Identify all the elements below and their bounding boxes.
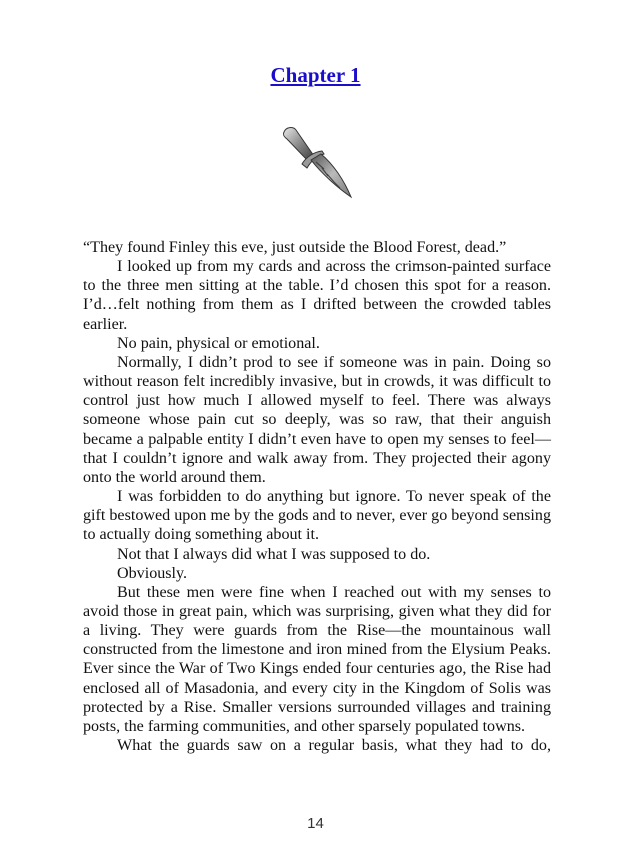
paragraph: I was forbidden to do anything but ignore. To never speak of the gift bestowed upon me by the gods and to never, ever go beyond sensing to actually doing something about it. bbox=[83, 488, 551, 544]
paragraph: But these men were fine when I reached out with my senses to avoid those in great pain, which was surprising, given what they did for a living. They were guards from the Rise—the mountainous wall constructed from the limestone and iron mined from the Elysium Peaks. Ever since the War of Two Kings ended four centuries ago, the Rise had enclosed all of Masadonia, and every city in the Kingdom of Solis was protected by a Rise. Smaller versions surrounded villages and training posts, the farming communities, and other sparsely populated towns. bbox=[83, 583, 551, 735]
page-number: 14 bbox=[307, 815, 324, 832]
paragraph: I looked up from my cards and across the crimson-painted surface to the three men sitting at the table. I’d chosen this spot for a reason. I’d…felt nothing from them as I drifted between the crowded tables earlier. bbox=[83, 258, 551, 333]
chapter-heading bbox=[0, 62, 631, 88]
chapter-title-link[interactable]: Chapter 1 bbox=[270, 63, 361, 87]
paragraph: “They found Finley this eve, just outside the Blood Forest, dead.” bbox=[83, 239, 507, 256]
chapter-body bbox=[83, 238, 551, 755]
dagger-icon bbox=[278, 124, 358, 202]
paragraph: Not that I always did what I was supposed to do. bbox=[117, 545, 431, 563]
paragraph: What the guards saw on a regular basis, what they had to do, bbox=[117, 737, 551, 755]
paragraph: No pain, physical or emotional. bbox=[117, 334, 320, 352]
paragraph: Obviously. bbox=[117, 564, 188, 582]
paragraph: Normally, I didn’t prod to see if someone was in pain. Doing so without reason felt incredibly invasive, but in crowds, it was difficult to control just how much I allowed myself to feel. There was always someone whose pain cut so deeply, was so raw, that their anguish became a palpable entity I didn’t even have to open my senses to feel—that I couldn’t ignore and walk away from. They projected their agony onto the world around them. bbox=[83, 353, 551, 486]
